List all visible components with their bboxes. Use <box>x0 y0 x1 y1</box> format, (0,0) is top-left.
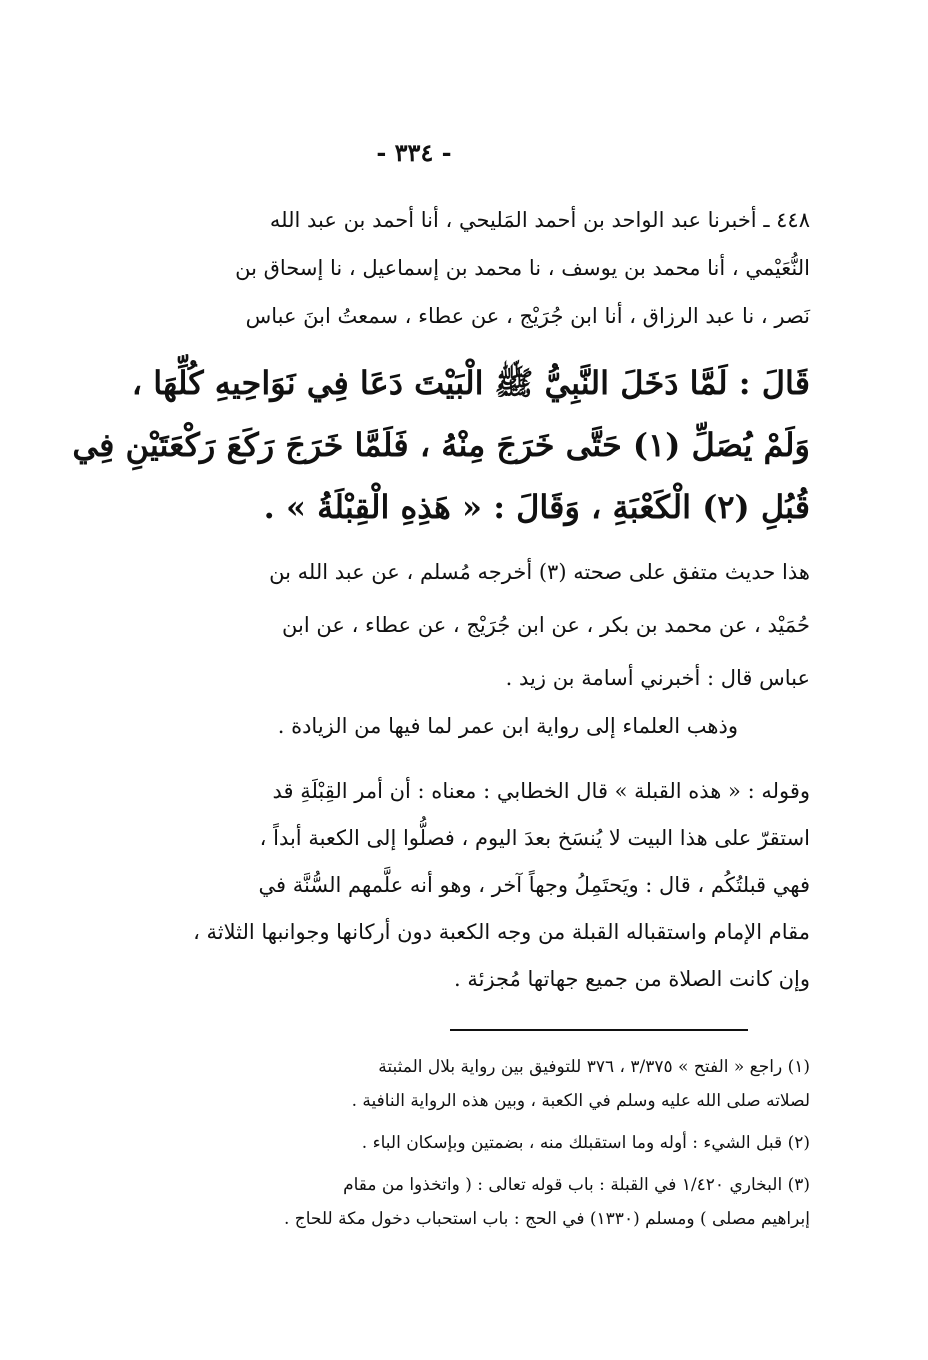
opinion-line: وذهب العلماء إلى رواية ابن عمر لما فيها من الزيادة . <box>277 714 738 738</box>
comment-line: حُمَيْد ، عن محمد بن بكر ، عن ابن جُرَيْج ، عن عطاء ، عن ابن <box>282 613 810 637</box>
isnad-line: النُّعَيْمي ، أنا محمد بن يوسف ، نا محمد بن إسماعيل ، نا إسحاق بن <box>235 256 810 280</box>
footnote-separator <box>450 1029 748 1031</box>
explanation-line: استقرّ على هذا البيت لا يُنسَخ بعدَ اليوم ، فصلُّوا إلى الكعبة أبداً ، <box>259 826 810 850</box>
hadith-grading <box>90 546 810 705</box>
explanation-line: مقام الإمام واستقباله القبلة من وجه الكعبة دون أركانها وجوانبها الثلاثة ، <box>193 920 810 944</box>
footnote-line: (٢) قبل الشيء : أوله وما استقبلك منه ، بضمتين وبإسكان الباء . <box>361 1133 810 1153</box>
footnote-line: (٣) البخاري ١/٤٢٠ في القبلة : باب قوله تعالى : ( واتخذوا من مقام <box>343 1175 810 1195</box>
isnad-line: ٤٤٨ ـ أخبرنا عبد الواحد بن أحمد المَليحي ، أنا أحمد بن عبد الله <box>269 208 810 232</box>
footnote-3 <box>90 1168 810 1236</box>
comment-line: هذا حديث متفق على صحته (٣) أخرجه مُسلم ، عن عبد الله بن <box>269 560 810 584</box>
footnote-gap <box>90 1118 810 1126</box>
hadith-text <box>72 352 810 538</box>
comment-line: عباس قال : أخبرني أسامة بن زيد . <box>505 666 810 690</box>
scholars-opinion <box>18 706 738 746</box>
hadith-line: قُبُلِ (٢) الْكَعْبَةِ ، وَقَالَ : « هَذِهِ الْقِبْلَةُ » . <box>263 488 810 526</box>
footnote-gap <box>90 1160 810 1168</box>
hadith-isnad <box>90 196 810 340</box>
footnote-2 <box>90 1126 810 1160</box>
footnotes <box>90 1050 810 1236</box>
hadith-line: وَلَمْ يُصَلِّ (١) حَتَّى خَرَجَ مِنْهُ ، فَلَمَّا خَرَجَ رَكَعَ رَكْعَتَيْنِ فِي <box>72 426 810 464</box>
isnad-line: نَصر ، نا عبد الرزاق ، أنا ابن جُرَيْج ، عن عطاء ، سمعتُ ابنَ عباس <box>245 304 810 328</box>
explanation-line: فهي قبلتُكُم ، قال : ويَحتَمِلُ وجهاً آخر ، وهو أنه علَّمهم السُّنَّة في <box>258 873 810 897</box>
footnote-line: إبراهيم مصلى ) ومسلم (١٣٣٠) في الحج : باب استحباب دخول مكة للحاج . <box>283 1209 810 1229</box>
khattabi-explanation <box>90 768 810 1003</box>
hadith-line: قَالَ : لَمَّا دَخَلَ النَّبِيُّ ﷺ الْبَيْتَ دَعَا فِي نَوَاحِيهِ كُلِّهَا ، <box>131 364 810 402</box>
explanation-line: وقوله : « هذه القبلة » قال الخطابي : معناه : أن أمر القِبْلَةِ قد <box>272 779 810 803</box>
footnote-1 <box>90 1050 810 1118</box>
footnote-line: لصلاته صلى الله عليه وسلم في الكعبة ، وبين هذه الرواية النافية . <box>351 1091 810 1111</box>
explanation-line: وإن كانت الصلاة من جميع جهاتها مُجزئة . <box>454 967 810 991</box>
footnote-line: (١) راجع « الفتح » ٣/٣٧٥ ، ٣٧٦ للتوفيق بين رواية بلال المثبتة <box>378 1057 810 1077</box>
page-number: - ٣٣٤ - <box>376 138 452 167</box>
